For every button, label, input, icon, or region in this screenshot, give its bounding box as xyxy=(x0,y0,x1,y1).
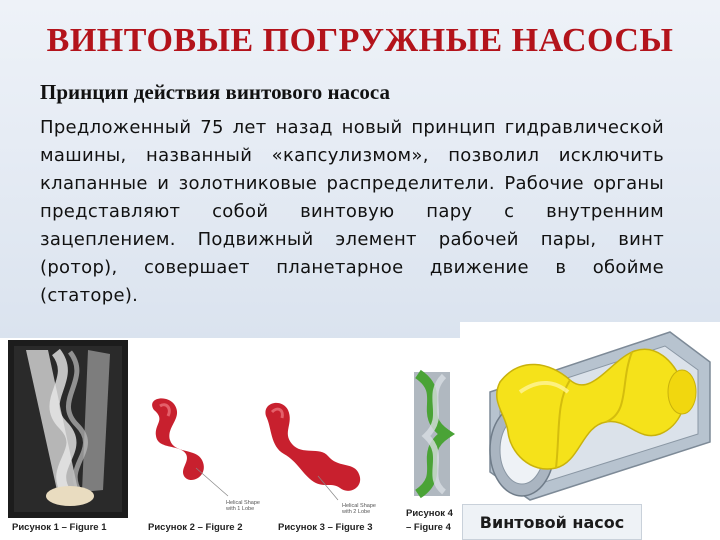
slide-subtitle: Принцип действия винтового насоса xyxy=(40,80,391,104)
figure-2-image xyxy=(140,392,240,502)
figure-3-callout: Helical Shape with 2 Lobe xyxy=(342,503,376,515)
screw-pump-image xyxy=(460,322,720,504)
slide-title: ВИНТОВЫЕ ПОГРУЖНЫЕ НАСОСЫ xyxy=(46,22,674,59)
figure-1-image xyxy=(8,340,128,518)
screw-pump-label: Винтовой насос xyxy=(462,504,642,540)
figure-3-image xyxy=(258,396,378,506)
figure-3-caption: Рисунок 3 – Figure 3 xyxy=(278,522,373,533)
figure-4-caption-line1: Рисунок 4 xyxy=(406,508,453,519)
figure-2-caption: Рисунок 2 – Figure 2 xyxy=(148,522,243,533)
figure-4-image xyxy=(408,368,456,500)
body-paragraph: Предложенный 75 лет назад новый принцип гидравлической машины, названный «капсулизмом», позволил исключить клапанные и золотниковые распределители. Рабочие органы представляют собой винтовую пару с внутренним зацеплением. Подвижный элемент рабочей пары, винт (ротор), совершает планетарное движение в обойме (статоре). xyxy=(40,117,664,306)
figure-2-callout: Helical Shape with 1 Lobe xyxy=(226,500,260,512)
figure-1-caption: Рисунок 1 – Figure 1 xyxy=(12,522,107,533)
figure-4-caption-line2: – Figure 4 xyxy=(406,522,451,533)
